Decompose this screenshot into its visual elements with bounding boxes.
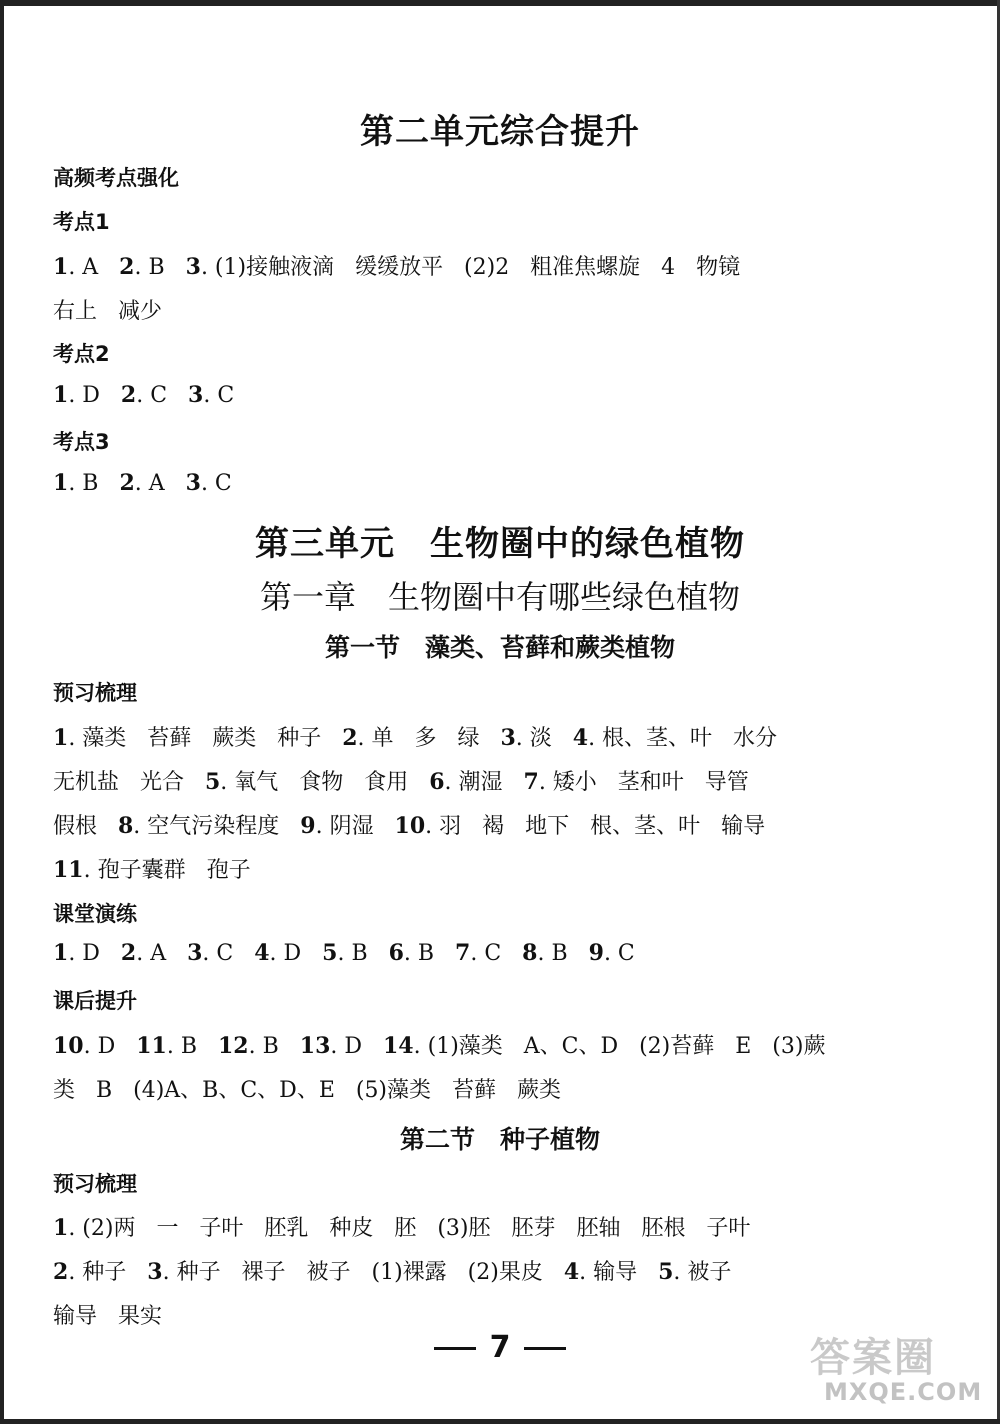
answer-text: . C [200,471,232,496]
question-number: 3 [188,382,204,408]
page-number-dash-left [434,1347,476,1350]
section2-title: 第二节 种子植物 [399,1125,600,1154]
kaodian2-answers [53,382,234,408]
answer-text: . B [248,1034,300,1059]
answer-text: . (2)两 一 子叶 胚乳 种皮 胚 (3)胚 胚芽 胚轴 胚根 子叶 [68,1216,751,1241]
answer-text: . B [134,255,186,280]
answer-text: . 藻类 苔藓 蕨类 种子 [68,726,343,751]
answer-text: . 空气污染程度 [133,814,301,839]
question-number: 2 [53,1259,69,1285]
question-number: 4 [563,1259,580,1285]
question-number: 3 [500,725,516,751]
scan-border-bottom [0,1419,1000,1424]
question-number: 3 [185,254,201,280]
question-number: 7 [523,769,539,795]
answer-text: . C [470,941,523,966]
answer-text: . D [330,1034,383,1059]
question-number: 2 [120,382,137,408]
page-number-dash-right [524,1347,566,1350]
question-number: 10 [53,1033,84,1059]
question-number: 2 [119,470,135,496]
answer-text: . 单 多 绿 [357,726,501,751]
watermark-glyphs: 答案圈 [810,1335,936,1381]
question-number: 9 [300,813,316,839]
answer-text: . 矮小 茎和叶 导管 [538,770,749,795]
s1-preview-line2 [53,765,749,796]
question-number: 1 [53,725,69,751]
answer-text: . 种子 裸子 被子 (1)裸露 (2)果皮 [162,1260,564,1285]
question-number: 2 [119,254,135,280]
answer-text: . A [134,471,186,496]
answer-text: . B [537,941,589,966]
s1-after-class-line1 [53,1029,825,1060]
question-number: 12 [218,1033,249,1059]
s2-preview-line3: 输导 果实 [53,1304,162,1329]
question-number: 3 [187,940,203,966]
question-number: 13 [299,1033,331,1059]
answer-text: . C [136,383,189,408]
answer-text: . B [68,471,120,496]
watermark-logo [806,1326,986,1416]
s1-label-preview: 预习梳理 [53,681,137,705]
answer-text: . 孢子囊群 孢子 [83,858,251,883]
label-kaodian-3: 考点3 [53,430,110,454]
question-number: 4 [254,940,270,966]
question-number: 3 [185,470,201,496]
question-number: 2 [342,725,358,751]
answer-text: . D [83,1034,137,1059]
s1-preview-line3 [53,809,765,840]
page-number-value: 7 [489,1330,511,1365]
answer-text: . D [68,383,121,408]
s1-label-after-class: 课后提升 [53,989,137,1013]
answer-text: . 被子 [673,1260,732,1285]
question-number: 8 [522,940,538,966]
s1-after-class-line2: 类 B (4)A、B、C、D、E (5)藻类 苔藓 蕨类 [53,1078,561,1103]
label-kaodian-1: 考点1 [53,210,110,234]
answer-text: . 淡 [515,726,573,751]
answer-text: . C [202,941,255,966]
question-number: 11 [136,1033,167,1059]
answer-text: . (1)藻类 A、C、D (2)苔藓 E (3)蕨 [413,1034,826,1059]
answer-text: . 输导 [579,1260,659,1285]
unit3-title: 第三单元 生物圈中的绿色植物 [255,524,745,564]
answer-text: . B [403,941,456,966]
kaodian1-answers-line2: 右上 减少 [53,299,162,324]
question-number: 10 [394,813,426,839]
s2-label-preview: 预习梳理 [53,1172,137,1196]
question-number: 6 [429,769,445,795]
s2-preview-line1 [53,1211,750,1242]
question-number: 7 [455,940,471,966]
question-number: 6 [388,940,404,966]
section1-title: 第一节 藻类、苔藓和蕨类植物 [324,633,675,662]
question-number: 8 [117,813,134,839]
answer-text: . B [337,941,389,966]
question-number: 5 [204,769,221,795]
question-number: 1 [53,1215,69,1241]
question-number: 2 [120,940,137,966]
question-number: 14 [383,1033,414,1059]
answer-text: . A [68,255,120,280]
s1-label-classroom: 课堂演练 [53,902,137,926]
scan-border-left [0,0,4,1424]
answer-text: . C [203,383,235,408]
question-number: 5 [658,1259,674,1285]
scan-border-top [0,0,1000,6]
question-number: 4 [572,725,589,751]
question-number: 1 [53,382,69,408]
s1-preview-line4 [53,853,251,884]
answer-text: . 羽 褐 地下 根、茎、叶 输导 [425,814,766,839]
label-high-frequency: 高频考点强化 [53,166,179,190]
question-number: 1 [53,940,69,966]
answer-text: . 阴湿 [315,814,395,839]
question-number: 1 [53,470,69,496]
question-number: 3 [147,1259,163,1285]
answer-text: 假根 [53,814,118,839]
s1-preview-line1 [53,721,777,752]
answer-text: . (1)接触液滴 缓缓放平 (2)2 粗准焦螺旋 4 物镜 [200,255,741,280]
chapter1-title: 第一章 生物圈中有哪些绿色植物 [259,578,740,616]
answer-text: . D [269,941,323,966]
answer-text: . 种子 [68,1260,148,1285]
question-number: 9 [588,940,604,966]
answer-text: . C [603,941,635,966]
kaodian1-answers-line1 [53,250,740,281]
watermark-url: MXQE.COM [824,1378,983,1406]
answer-text: . 氧气 食物 食用 [220,770,430,795]
answer-text: . 潮湿 [444,770,524,795]
label-kaodian-2: 考点2 [53,342,110,366]
unit2-title: 第二单元综合提升 [360,112,640,152]
question-number: 5 [322,940,338,966]
answer-text: . D [68,941,121,966]
answer-text: 无机盐 光合 [53,770,205,795]
answer-text: . B [166,1034,218,1059]
s2-preview-line2 [53,1255,731,1286]
kaodian3-answers [53,470,232,496]
question-number: 1 [53,254,69,280]
s1-classroom-answers [53,940,635,966]
question-number: 11 [53,857,84,883]
answer-text: . A [136,941,188,966]
answer-text: . 根、茎、叶 水分 [588,726,778,751]
